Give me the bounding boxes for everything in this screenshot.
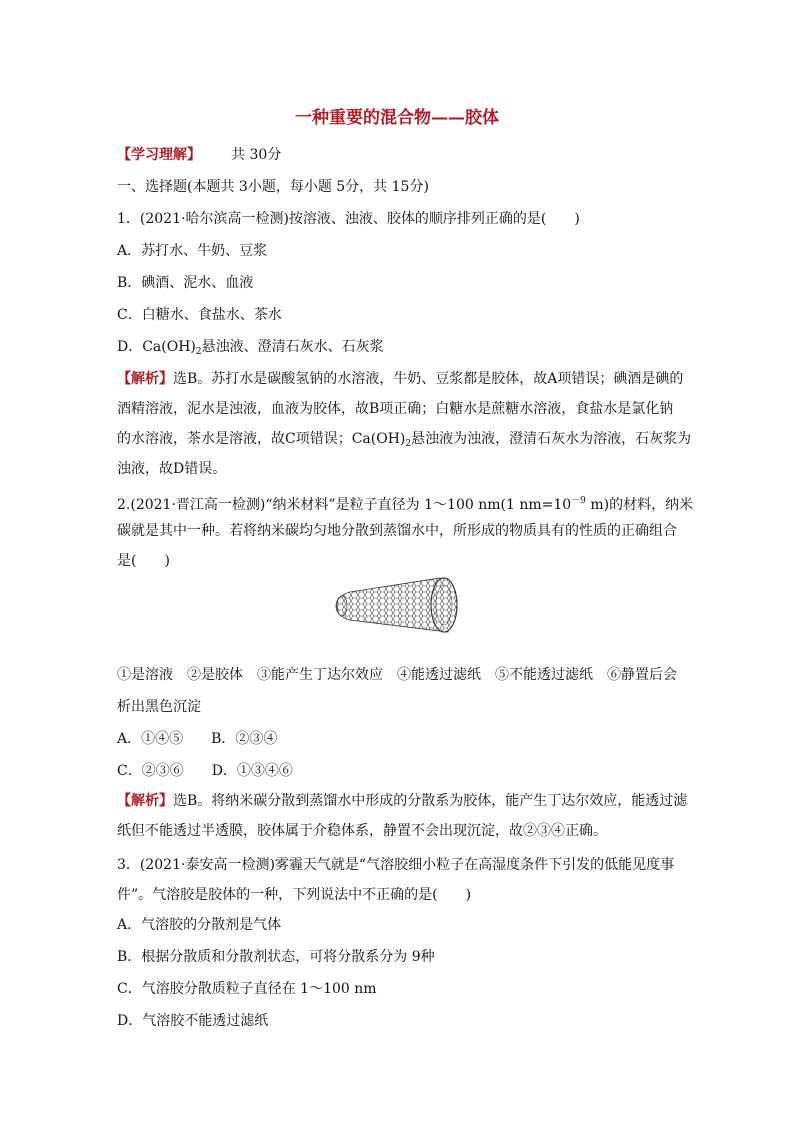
q3-option-a: A．气溶胶的分散剂是气体 [117,917,282,933]
q3-stem-line-1: 3．(2021·泰安高一检测)雾霾天气就是“气溶胶细小粒子在高湿度条件下引发的低能见度事 [117,857,675,873]
page-title: 一种重要的混合物——胶体 [295,108,499,128]
section-header [117,146,281,164]
q1-analysis-line-1 [117,370,683,388]
q2-stem-text: 2.(2021·晋江高一检测)“纳米材料”是粒子直径为 1～100 nm(1 nm=10 [117,497,572,513]
q1-option-c: C．白糖水、食盐水、茶水 [117,307,282,323]
q1-option-b: B．碘酒、泥水、血液 [117,275,254,291]
q2-properties-line-1: ①是溶液 ②是胶体 ③能产生丁达尔效应 ④能透过滤纸 ⑤不能透过滤纸 ⑥静置后会 [117,667,677,683]
analysis-label: 【解析】 [117,793,173,809]
superscript: －9 [571,496,586,506]
q2-options-ab: A．①④⑤ B．②③④ [117,731,278,747]
analysis-text: 选B。苏打水是碳酸氢钠的水溶液，牛奶、豆浆都是胶体，故A项错误；碘酒是碘的 [173,371,684,387]
q1-option-d [117,338,384,361]
q1-stem: 1．(2021·哈尔滨高一检测)按溶液、浊液、胶体的顺序排列正确的是( ) [117,211,580,227]
q2-stem-line-1 [117,492,693,514]
q3-option-d: D．气溶胶不能透过滤纸 [117,1013,269,1029]
q2-stem-line-2: 碳就是其中一种。若将纳米碳均匀地分散到蒸馏水中，所形成的物质具有的性质的正确组合 [117,523,677,539]
section-label: 【学习理解】 [117,147,201,163]
analysis-text: 的水溶液，茶水是溶液，故C项错误；Ca(OH) [117,431,406,447]
analysis-text-rest: 悬浊液为浊液，澄清石灰水为溶液，石灰浆为 [411,431,692,447]
q1-analysis-line-4: 浊液，故D错误。 [117,461,227,477]
q1-option-d-rest: 悬浊液、澄清石灰水、石灰浆 [201,339,384,355]
subscript: 2 [195,347,202,357]
q2-properties-line-2: 析出黑色沉淀 [117,699,201,715]
q2-analysis-line-1 [117,792,687,810]
q2-stem-line-3: 是( ) [117,553,170,569]
q2-analysis-line-2: 纸但不能透过半透膜，胶体属于介稳体系，静置不会出现沉淀，故②③④正确。 [117,823,607,839]
section-total: 共 30分 [231,147,282,163]
analysis-text: 选B。将纳米碳分散到蒸馏水中形成的分散系为胶体，能产生丁达尔效应，能透过滤 [173,793,688,809]
carbon-nanotube-image [330,574,470,636]
part-heading: 一、选择题(本题共 3小题，每小题 5分，共 15分) [117,179,429,195]
q2-options-cd: C．②③⑥ D．①③④⑥ [117,763,293,779]
q1-option-d-text: D．Ca(OH) [117,339,196,355]
q1-analysis-line-3 [117,430,691,453]
subscript: 2 [405,439,412,449]
q3-stem-line-2: 件”。气溶胶是胶体的一种，下列说法中不正确的是( ) [117,887,472,903]
q3-option-b: B．根据分散质和分散剂状态，可将分散系分为 9种 [117,949,435,965]
q1-option-a: A．苏打水、牛奶、豆浆 [117,243,268,259]
q2-stem-text-rest: m)的材料，纳米 [585,497,694,513]
q3-option-c: C．气溶胶分散质粒子直径在 1～100 nm [117,981,377,997]
q1-analysis-line-2: 酒精溶液，泥水是浊液，血液为胶体，故B项正确；白糖水是蔗糖水溶液，食盐水是氯化钠 [117,401,674,417]
analysis-label: 【解析】 [117,371,173,387]
